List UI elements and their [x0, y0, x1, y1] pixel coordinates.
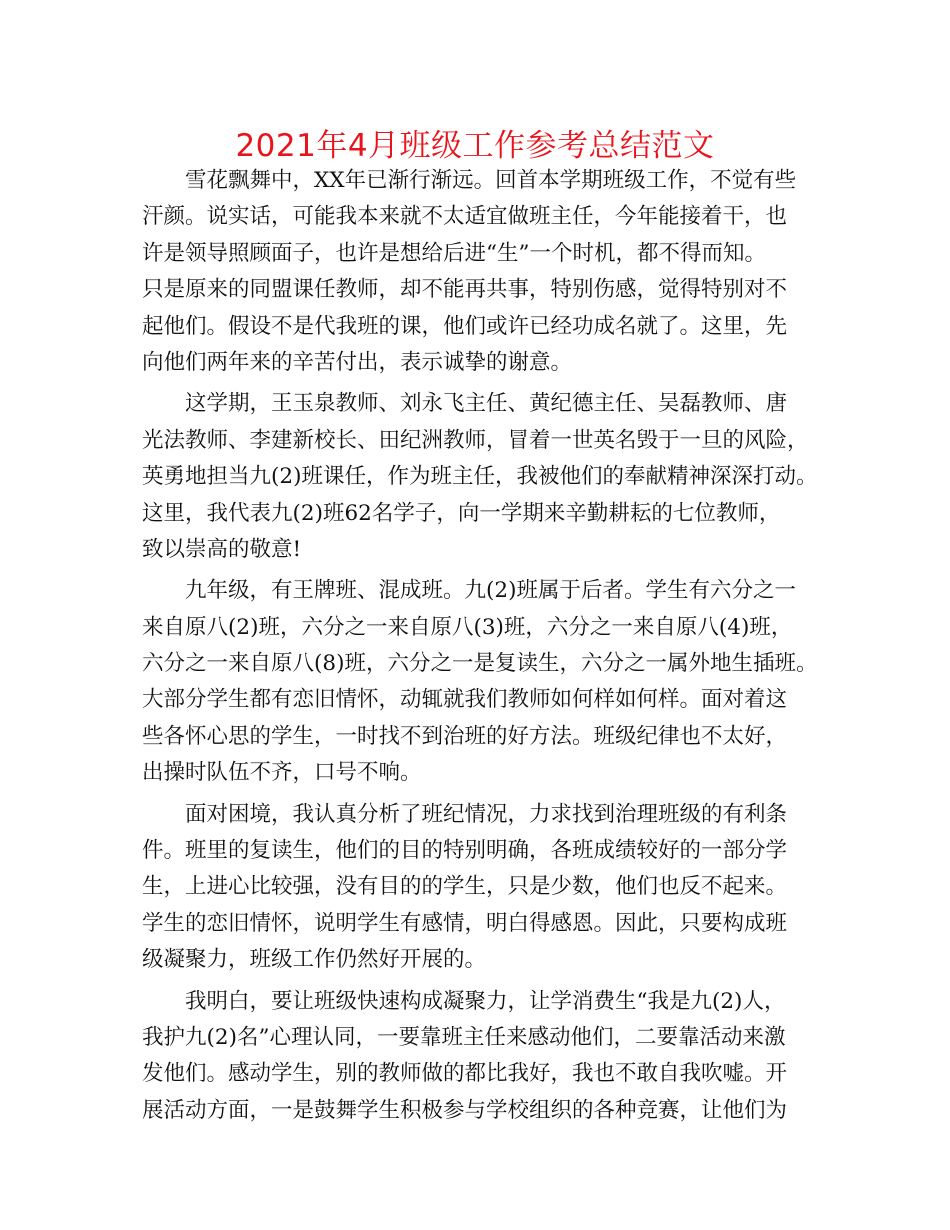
- text-line: 英勇地担当九(2)班课任，作为班主任，我被他们的奉献精神深深打动。: [142, 464, 818, 490]
- text-line: 展活动方面，一是鼓舞学生积极参与学校组织的各种竞赛，让他们为: [142, 1097, 788, 1123]
- text-line: 雪花飘舞中，XX年已渐行渐远。回首本学期班级工作，不觉有些: [185, 168, 797, 193]
- document-body: [142, 163, 818, 1129]
- text-line: 汗颜。说实话，可能我本来就不太适宜做班主任，今年能接着干，也: [142, 204, 788, 230]
- text-line: 发他们。感动学生，别的教师做的都比我好，我也不敢自我吹嘘。开: [142, 1061, 788, 1087]
- text-line: 向他们两年来的辛苦付出，表示诚挚的谢意。: [142, 349, 573, 375]
- paragraph-2: [142, 386, 818, 568]
- text-line: 这学期，王玉泉教师、刘永飞主任、黄纪德主任、吴磊教师、唐: [185, 391, 788, 417]
- text-line: 学生的恋旧情怀，说明学生有感情，明白得感恩。因此，只要构成班: [142, 910, 788, 936]
- text-line: 我明白，要让班级快速构成凝聚力，让学消费生“我是九(2)人，: [185, 988, 786, 1014]
- text-line: 只是原来的同盟课任教师，却不能再共事，特别伤感，觉得特别对不: [142, 277, 788, 303]
- text-line: 件。班里的复读生，他们的目的特别明确，各班成绩较好的一部分学: [142, 838, 788, 864]
- paragraph-3: [142, 573, 818, 791]
- text-line: 这里，我代表九(2)班62名学子，向一学期来辛勤耕耘的七位教师，: [142, 500, 781, 526]
- text-line: 大部分学生都有恋旧情怀，动辄就我们教师如何样如何样。面对着这: [142, 687, 788, 713]
- document-title: 2021年4月班级工作参考总结范文: [235, 128, 715, 164]
- text-line: 些各怀心思的学生，一时找不到治班的好方法。班级纪律也不太好，: [142, 723, 788, 749]
- text-line: 出操时队伍不齐，口号不响。: [142, 760, 422, 786]
- text-line: 致以崇高的敬意!: [142, 536, 302, 562]
- text-line: 起他们。假设不是代我班的课，他们或许已经功成名就了。这里，先: [142, 313, 788, 339]
- text-line: 来自原八(2)班，六分之一来自原八(3)班，六分之一来自原八(4)班，: [142, 614, 793, 640]
- text-line: 六分之一来自原八(8)班，六分之一是复读生，六分之一属外地生插班。: [142, 651, 818, 677]
- text-line: 许是领导照顾面子，也许是想给后进“生”一个时机，都不得而知。: [142, 240, 766, 266]
- text-line: 级凝聚力，班级工作仍然好开展的。: [142, 947, 487, 973]
- paragraph-4: [142, 797, 812, 979]
- text-line: 面对困境，我认真分析了班纪情况，力求找到治理班级的有利条: [185, 801, 788, 827]
- text-line: 九年级，有王牌班、混成班。九(2)班属于后者。学生有六分之一: [185, 578, 796, 604]
- text-line: 光法教师、李建新校长、田纪洲教师，冒着一世英名毁于一旦的风险，: [142, 427, 809, 453]
- paragraph-5: [142, 984, 812, 1130]
- paragraph-1: [142, 163, 812, 381]
- text-line: 我护九(2)名”心理认同，一要靠班主任来感动他们，二要靠活动来激: [142, 1024, 786, 1050]
- text-line: 生，上进心比较强，没有目的的学生，只是少数，他们也反不起来。: [142, 874, 788, 900]
